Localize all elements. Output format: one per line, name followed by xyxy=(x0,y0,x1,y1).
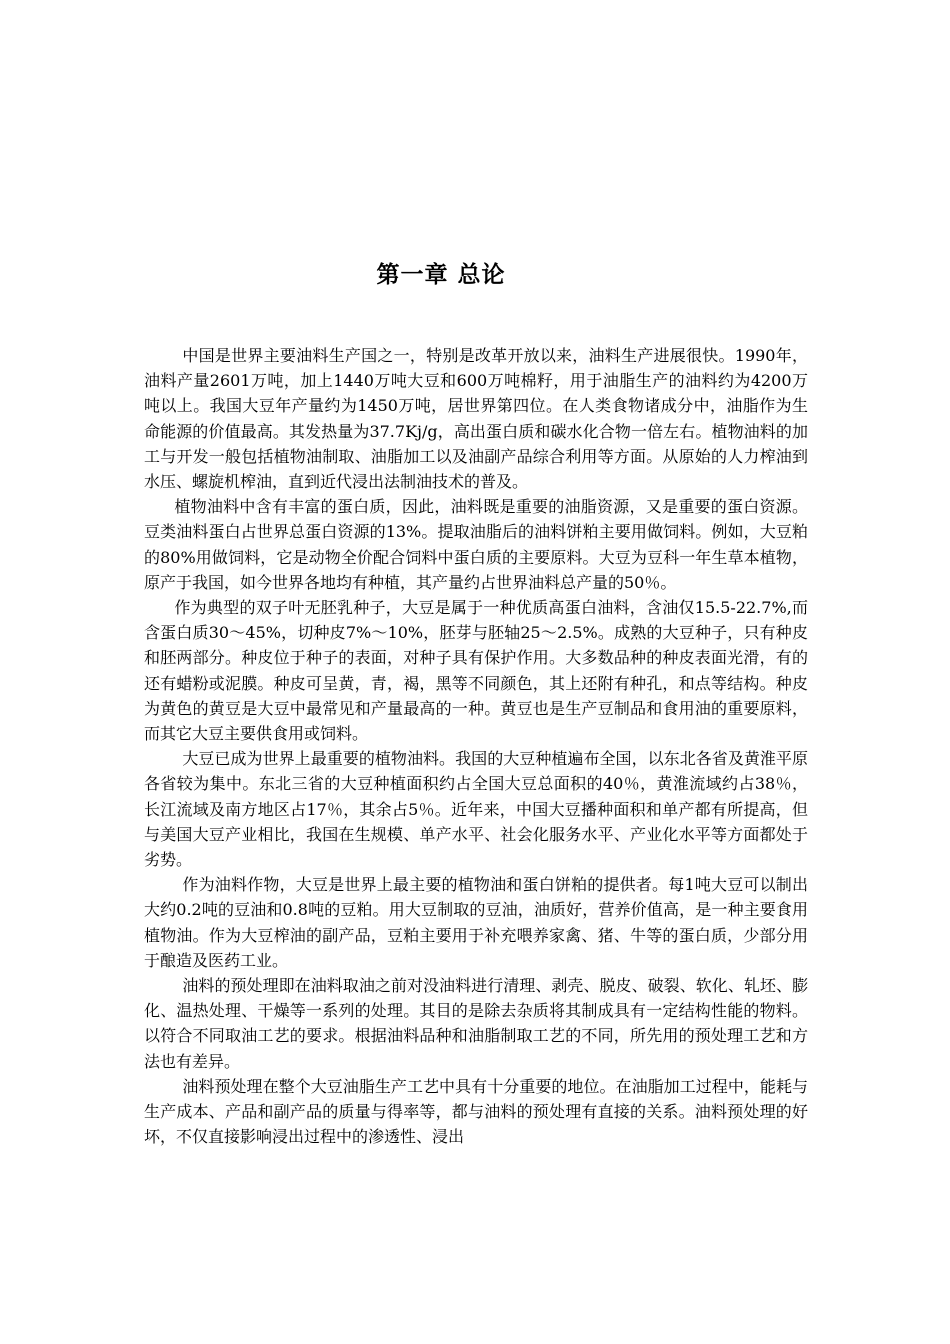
paragraph-oilseed-production: 中国是世界主要油料生产国之一，特别是改革开放以来，油料生产进展很快。1990年，油料产量2601万吨，加上1440万吨大豆和600万吨棉籽，用于油脂生产的油料约为4200万吨以上。我国大豆年产量约为1450万吨，居世界第四位。在人类食物诸成分中，油脂作为生命能源的价值最高。其发热量为37.7Kj/g，高出蛋白质和碳水化合物一倍左右。植物油料的加工与开发一般包括植物油制取、油脂加工以及油副产品综合利用等方面。从原始的人力榨油到水压、螺旋机榨油，直到近代浸出法制油技术的普及。 xyxy=(144,346,808,492)
paragraph-protein-resource: 植物油料中含有丰富的蛋白质，因此，油料既是重要的油脂资源，又是重要的蛋白资源。豆类油料蛋白占世界总蛋白资源的13%。提取油脂后的油料饼粕主要用做饲料。例如，大豆粕的80%用做饲料，它是动物全价配合饲料中蛋白质的主要原料。大豆为豆科一年生草本植物，原产于我国，如今世界各地均有种植，其产量约占世界油料总产量的50％。 xyxy=(144,497,808,592)
paragraph-pretreatment-definition: 油料的预处理即在油料取油之前对没油料进行清理、剥壳、脱皮、破裂、软化、轧坯、膨化、温热处理、干燥等一系列的处理。其目的是除去杂质将其制成具有一定结构性能的物料。以符合不同取油工艺的要求。根据油料品种和油脂制取工艺的不同，所先用的预处理工艺和方法也有差异。 xyxy=(144,976,808,1071)
body-text xyxy=(144,343,808,1150)
paragraph-soybean-products: 作为油料作物，大豆是世界上最主要的植物油和蛋白饼粕的提供者。每1吨大豆可以制出大约0.2吨的豆油和0.8吨的豆粕。用大豆制取的豆油，油质好，营养价值高，是一种主要食用植物油。作为大豆榨油的副产品，豆粕主要用于补充喂养家禽、猪、牛等的蛋白质，少部分用于酿造及医药工业。 xyxy=(144,875,808,970)
paragraph-pretreatment-importance: 油料预处理在整个大豆油脂生产工艺中具有十分重要的地位。在油脂加工过程中，能耗与生产成本、产品和副产品的质量与得率等，都与油料的预处理有直接的关系。油料预处理的好坏，不仅直接影响浸出过程中的渗透性、浸出 xyxy=(144,1076,808,1147)
chapter-title: 第一章 总论 xyxy=(376,262,506,288)
paragraph-soybean-distribution: 大豆已成为世界上最重要的植物油料。我国的大豆种植遍布全国，以东北各省及黄淮平原各省较为集中。东北三省的大豆种植面积约占全国大豆总面积的40％，黄淮流域约占38％，长江流域及南方地区占17％，其余占5％。近年来，中国大豆播种面积和单产都有所提高，但与美国大豆产业相比，我国在生规模、单产水平、社会化服务水平、产业化水平等方面都处于劣势。 xyxy=(144,749,808,870)
paragraph-soybean-structure: 作为典型的双子叶无胚乳种子，大豆是属于一种优质高蛋白油料，含油仅15.5-22.7%,而含蛋白质30～45%，切种皮7%～10%，胚芽与胚轴25～2.5%。成熟的大豆种子，只有种皮和胚两部分。种皮位于种子的表面，对种子具有保护作用。大多数品种的种皮表面光滑，有的还有蜡粉或泥膜。种皮可呈黄，青，褐，黑等不同颜色，其上还附有种孔，和点等结构。种皮为黄色的黄豆是大豆中最常见和产量最高的一种。黄豆也是生产豆制品和食用油的重要原料，而其它大豆主要供食用或饲料。 xyxy=(144,598,808,744)
